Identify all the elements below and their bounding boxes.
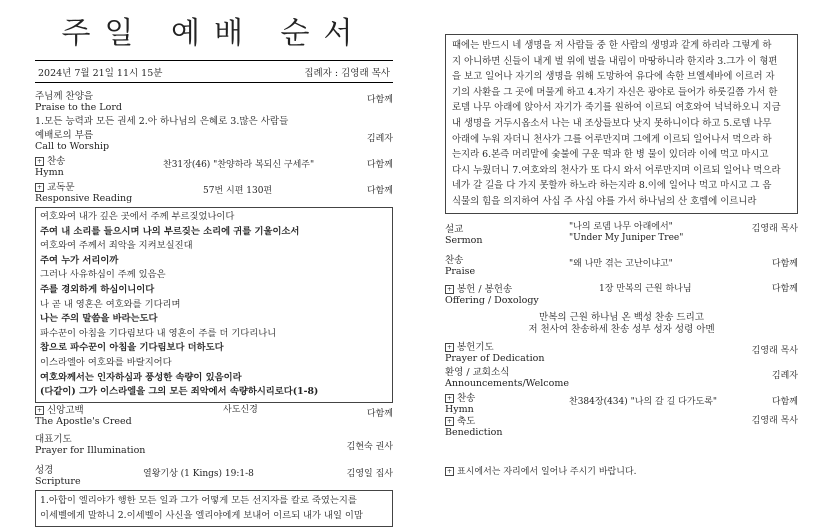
scripture-line: 지 아니하면 신들이 내게 벌 위에 벌을 내림이 마땅하니라 한지라 3.그가 이 형편 bbox=[452, 55, 778, 67]
scripture: 성경 Scripture 열왕기상 (1 Kings) 19:1-8 김영일 집사 bbox=[35, 464, 393, 487]
benediction: + 축도 Benediction 김영래 목사 bbox=[445, 415, 798, 438]
responsive-line: 나는 주의 말씀을 바라는도다 bbox=[40, 313, 158, 325]
standing-note: + 표시에서는 자리에서 일어나 주시기 바랍니다. bbox=[446, 467, 637, 477]
responsive-line: 여호와여 주께서 죄악을 지켜보실진대 bbox=[40, 240, 193, 252]
call-to-worship: 예배로의 부름 Call to Worship 김례자 bbox=[35, 130, 393, 152]
call-to-praise: 주님께 찬양을 Praise to the Lord 다함께 bbox=[35, 91, 393, 113]
hymn-2: + 찬송 Hymn 찬384장(434) "나의 갈 길 다가도록" 다함께 bbox=[445, 392, 798, 415]
praise-songs: 1.모든 능력과 모든 권세 2.아 하나님의 은혜로 3.많은 사람들 bbox=[35, 116, 289, 127]
service-date: 2024년 7월 21일 11시 15분 bbox=[38, 68, 163, 79]
responsive-line: 여호와께서는 인자하심과 풍성한 속량이 있음이라 bbox=[40, 371, 242, 383]
scripture-line: 을 보고 일어나 자기의 생명을 위해 도망하여 유다에 속한 브엘세바에 이르러 자 bbox=[452, 71, 775, 83]
responsive-line: (다같이) 그가 이스라엘을 그의 모든 죄악에서 속량하시리로다(1-8) bbox=[40, 386, 319, 398]
left-column bbox=[35, 0, 393, 527]
responsive-text-box bbox=[35, 207, 393, 403]
scripture-line: 는지라 6.본즉 머리맡에 숯불에 구운 떡과 한 병 물이 있더라 이에 먹고 마시고 bbox=[452, 149, 769, 161]
prayer-illumination: 대표기도 Prayer for Illumination 김현숙 권사 bbox=[35, 433, 393, 456]
responsive-line: 나 곧 내 영혼은 여호와를 기다리며 bbox=[40, 298, 181, 310]
responsive-line: 여호와여 내가 깊은 곳에서 주께 부르짖었나이다 bbox=[40, 211, 235, 222]
doxology-lyrics: 만복의 근원 하나님 온 백성 찬송 드리고 저 천사여 찬송하세 찬송 성부 성자 성령 아멘 bbox=[528, 311, 715, 335]
stand-icon: + bbox=[446, 394, 453, 402]
prayer-dedication: + 봉헌기도 Prayer of Dedication 김영래 목사 bbox=[445, 341, 798, 364]
scripture-line: 아래에 누워 자더니 천사가 그를 어루만지며 그에게 이르되 일어나서 먹으라 하 bbox=[452, 133, 772, 145]
stand-icon: + bbox=[446, 343, 453, 351]
scripture-line: 다시 누웠더니 7.여호와의 천사가 또 다시 와서 어루만지며 이르되 일어나 먹으라 bbox=[452, 164, 781, 176]
creed: + 신앙고백 The Apostle's Creed 사도신경 다함께 bbox=[35, 404, 393, 427]
sermon: 설교 Sermon "나의 로뎀 나무 아래에서" "Under My Juniper Tree" 김영래 목사 bbox=[445, 221, 798, 246]
scripture-line: 내 생명을 거두시옵소서 나는 내 조상들보다 낫지 못하니이다 하고 5.로뎀 나무 bbox=[452, 117, 772, 129]
stand-icon: + bbox=[36, 184, 43, 191]
praise: 찬송 Praise "왜 나만 겪는 고난이냐고" 다함께 bbox=[445, 254, 798, 277]
service-header bbox=[35, 60, 393, 83]
responsive-line: 참으로 파수꾼이 아침을 기다림보다 더하도다 bbox=[40, 342, 224, 354]
offering: + 봉헌 / 봉헌송 Offering / Doxology 1장 만복의 근원 하나님 다함께 bbox=[445, 283, 798, 306]
hymn-1: + 찬송 Hymn 찬31장(46) "찬양하라 복되신 구세주" 다함께 bbox=[35, 156, 393, 178]
announcements: 환영 / 교회소식 Announcements/Welcome 김례자 bbox=[445, 366, 798, 389]
scripture-continued-box bbox=[445, 34, 798, 214]
scripture-line: 때에는 반드시 네 생명을 저 사람들 중 한 사람의 생명과 같게 하리라 그렇게 하 bbox=[452, 40, 772, 51]
responsive-line: 주를 경외하게 하심이니이다 bbox=[40, 283, 155, 295]
page-title: 주일 예배 순서 bbox=[61, 16, 367, 51]
responsive-line: 주여 누가 서리이까 bbox=[40, 254, 119, 266]
responsive-line: 주여 내 소리를 들으시며 나의 부르짖는 소리에 귀를 기울이소서 bbox=[40, 225, 300, 237]
responsive-line: 그러나 사유하심이 주께 있음은 bbox=[40, 269, 166, 281]
scripture-line: 1.아합이 엘리야가 행한 모든 일과 그가 어떻게 모든 선지자를 칼로 죽였는지를 bbox=[40, 494, 357, 506]
stand-icon: + bbox=[36, 158, 43, 165]
scripture-text-box bbox=[35, 490, 393, 527]
stand-icon: + bbox=[446, 417, 453, 425]
scripture-line: 로뎀 나무 아래에 앉아서 자기가 죽기를 원하여 이르되 여호와여 넉넉하오니 지금 bbox=[452, 102, 781, 114]
scripture-line: 기의 사환을 그 곳에 머물게 하고 4.자기 자신은 광야로 들어가 하룻길쯤 가서 한 bbox=[452, 86, 778, 98]
responsive-line: 파수꾼이 아침을 기다림보다 내 영혼이 주를 더 기다리나니 bbox=[40, 327, 277, 339]
right-column bbox=[445, 34, 798, 438]
scripture-line: 이세벨에게 말하니 2.이세벨이 사신을 엘리야에게 보내어 이르되 내가 내일 이맘 bbox=[40, 510, 363, 522]
scripture-line: 네가 갈 길을 다 가지 못할까 하노라 하는지라 8.이에 일어나 먹고 마시고 그 음 bbox=[452, 180, 772, 192]
stand-icon: + bbox=[36, 406, 43, 414]
presider: 집례자 : 김영래 목사 bbox=[304, 68, 390, 79]
responsive-reading: + 교독문 Responsive Reading 57번 시편 130편 다함께 bbox=[35, 182, 393, 204]
stand-icon: + bbox=[446, 468, 453, 475]
responsive-line: 이스라엘아 여호와를 바랄지어다 bbox=[40, 356, 172, 368]
stand-icon: + bbox=[446, 285, 453, 293]
scripture-line: 식물의 힘을 의지하여 사십 주 사십 야를 가서 하나님의 산 호렙에 이르니라 bbox=[452, 195, 757, 207]
